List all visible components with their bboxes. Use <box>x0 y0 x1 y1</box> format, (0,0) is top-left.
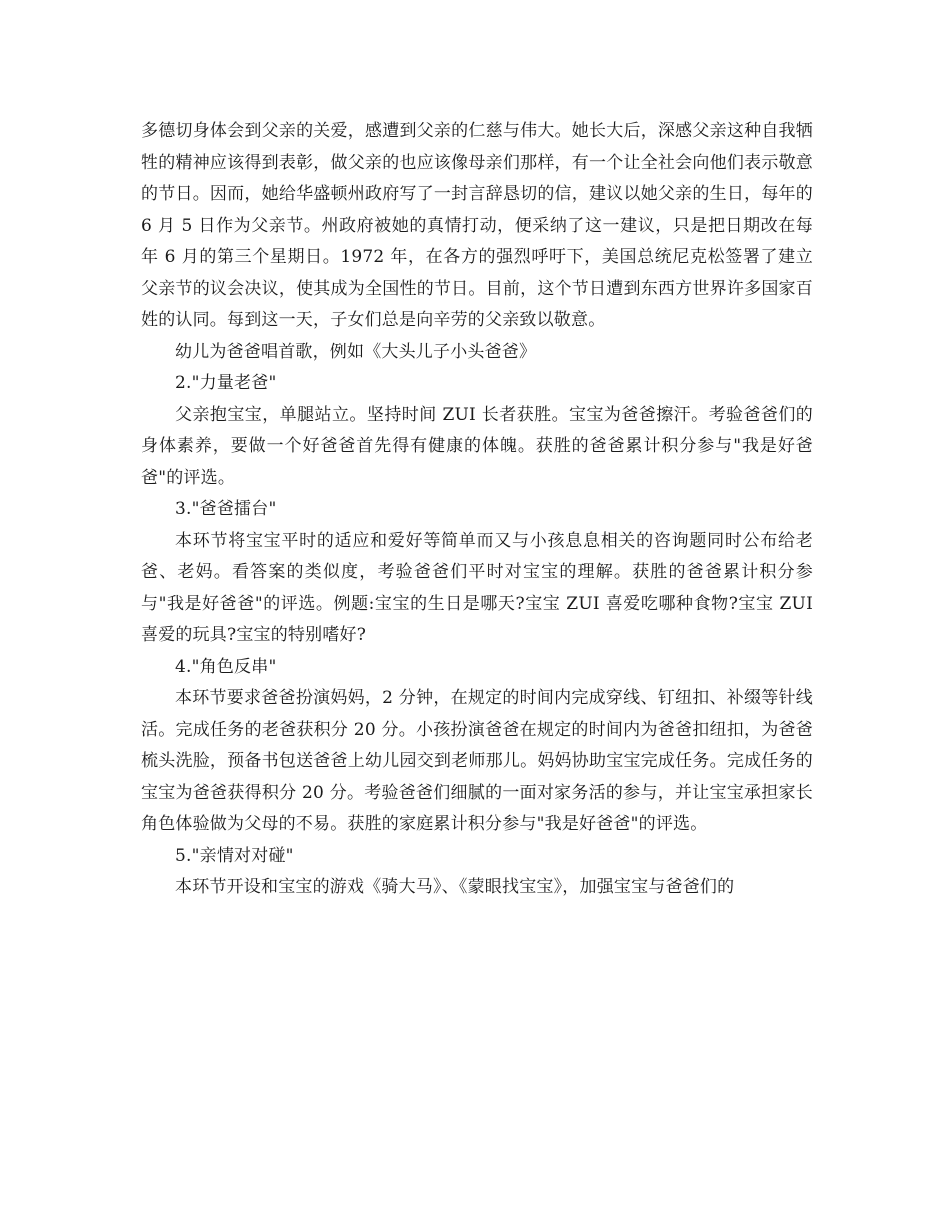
section-heading-dad-arena: 3."爸爸擂台" <box>175 499 277 519</box>
section-heading-strength-dad: 2."力量老爸" <box>175 373 277 393</box>
paragraph-fathers-day-origin: 多德切身体会到父亲的关爱，感遭到父亲的仁慈与伟大。她长大后，深感父亲这种自我牺牲的精神应该得到表彰，做父亲的也应该像母亲们那样，有一个让全社会向他们表示敬意的节日。因而，她给华盛顿州政府写了一封言辞恳切的信，建议以她父亲的生日，每年的 6 月 5 日作为父亲节。州政府被她的真情打动，便采纳了这一建议，只是把日期改在每年 6 月的第三个星期日。1972 年，在各方的强烈呼吁下，美国总统尼克松签署了建立父亲节的议会决议，使其成为全国性的节日。目前，这个节日遭到东西方世界许多国家百姓的认同。每到这一天，子女们总是向辛劳的父亲致以敬意。 <box>141 121 813 330</box>
section-heading-role-reversal: 4."角色反串" <box>175 656 277 677</box>
paragraph-strength-dad: 父亲抱宝宝，单腿站立。坚持时间 ZUI 长者获胜。宝宝为爸爸擦汗。考验爸爸们的身体素养，要做一个好爸爸首先得有健康的体魄。获胜的爸爸累计积分参与"我是好爸爸"的评选。 <box>141 404 813 488</box>
paragraph-family-bonding: 本环节开设和宝宝的游戏《骑大马》、《蒙眼找宝宝》，加强宝宝与爸爸们的 <box>175 877 735 897</box>
paragraph-dad-arena: 本环节将宝宝平时的适应和爱好等简单而又与小孩息息相关的咨询题同时公布给老爸、老妈。看答案的类似度，考验爸爸们平时对宝宝的理解。获胜的爸爸累计积分参与"我是好爸爸"的评选。例题:宝宝的生日是哪天?宝宝 ZUI 喜爱吃哪种食物?宝宝 ZUI 喜爱的玩具?宝宝的特别嗜好? <box>141 530 813 645</box>
document-page <box>141 116 813 904</box>
paragraph-song-for-dad: 幼儿为爸爸唱首歌，例如《大头儿子小头爸爸》 <box>175 341 537 362</box>
paragraph-role-reversal: 本环节要求爸爸扮演妈妈，2 分钟，在规定的时间内完成穿线、钉纽扣、补缀等针线活。完成任务的老爸获积分 20 分。小孩扮演爸爸在规定的时间内为爸爸扣纽扣，为爸爸梳头洗脸，预备书包送爸爸上幼儿园交到老师那儿。妈妈协助宝宝完成任务。完成任务的宝宝为爸爸获得积分 20 分。考验爸爸们细腻的一面对家务活的参与，并让宝宝承担家长角色体验做为父母的不易。获胜的家庭累计积分参与"我是好爸爸"的评选。 <box>141 688 813 834</box>
section-heading-family-bonding: 5."亲情对对碰" <box>175 845 294 866</box>
